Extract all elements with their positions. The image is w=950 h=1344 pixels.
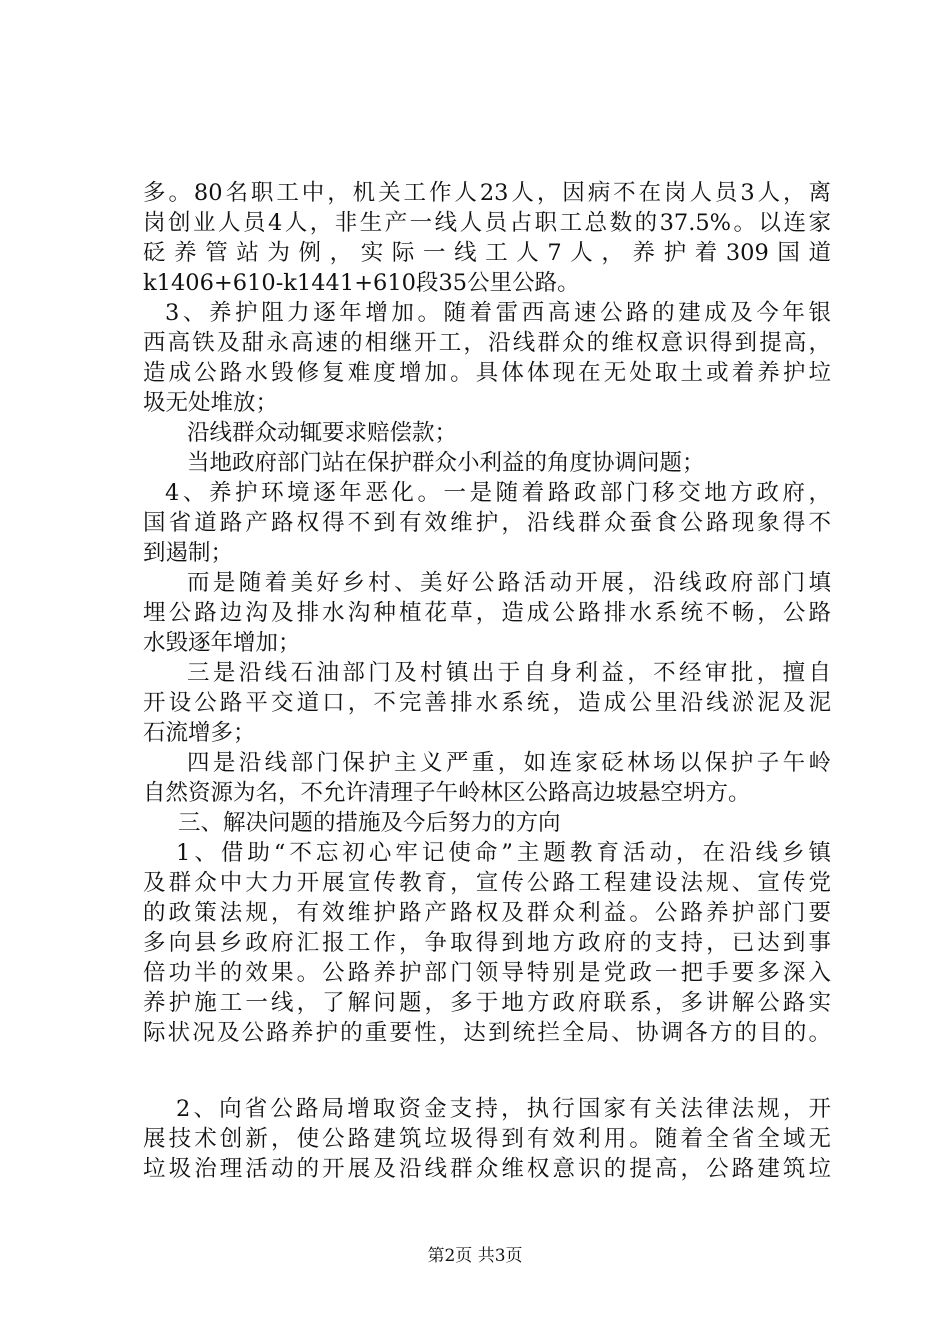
text-line: k1406+610-k1441+610段35公里公路。	[143, 270, 580, 296]
text-line: 水毁逐年增加；	[143, 630, 301, 656]
text-line: 养护施工一线，了解问题，多于地方政府联系，多讲解公路实	[143, 990, 831, 1016]
text-line: 际状况及公路养护的重要性，达到统拦全局、协调各方的目的。	[143, 1020, 831, 1046]
paragraph-start-line: 而是随着美好乡村、美好公路活动开展，沿线政府部门填	[187, 570, 831, 596]
paragraph-start-line: 沿线群众动辄要求赔偿款；	[187, 420, 458, 446]
text-line: 的政策法规，有效维护路产路权及群众利益。公路养护部门要	[143, 900, 831, 926]
text-line: 到遏制；	[143, 540, 234, 566]
page-footer: 第2页 共3页	[427, 1246, 523, 1266]
text-line: 国省道路产路权得不到有效维护，沿线群众蚕食公路现象得不	[143, 510, 831, 536]
text-line: 石流增多；	[143, 720, 256, 746]
text-line: 开设公路平交道口，不完善排水系统，造成公里沿线淤泥及泥	[143, 690, 831, 716]
text-line: 展技术创新，使公路建筑垃圾得到有效利用。随着全省全域无	[143, 1126, 831, 1152]
paragraph-start-line: 四是沿线部门保护主义严重，如连家砭林场以保护子午岭	[187, 750, 831, 776]
text-line: 垃圾治理活动的开展及沿线群众维权意识的提高，公路建筑垃	[143, 1156, 831, 1182]
paragraph-start-line: 3、养护阻力逐年增加。随着雷西高速公路的建成及今年银	[165, 300, 831, 326]
text-line: 圾无处堆放；	[143, 390, 279, 416]
section-heading: 三、解决问题的措施及今后努力的方向	[178, 810, 561, 836]
text-line: 西高铁及甜永高速的相继开工，沿线群众的维权意识得到提高，	[143, 330, 831, 356]
paragraph-start-line: 1、借助“不忘初心牢记使命”主题教育活动，在沿线乡镇	[176, 840, 831, 866]
paragraph-start-line: 4、养护环境逐年恶化。一是随着路政部门移交地方政府，	[165, 480, 831, 506]
text-line: 及群众中大力开展宣传教育，宣传公路工程建设法规、宣传党	[143, 870, 831, 896]
text-line: 自然资源为名，不允许清理子午岭林区公路高边坡悬空坍方。	[143, 780, 751, 806]
text-line: 倍功半的效果。公路养护部门领导特别是党政一把手要多深入	[143, 960, 831, 986]
text-line: 砭养管站为例，实际一线工人7人，养护着309国道	[143, 240, 831, 266]
text-line: 埋公路边沟及排水沟种植花草，造成公路排水系统不畅，公路	[143, 600, 831, 626]
text-line: 多。80名职工中，机关工作人23人，因病不在岗人员3人，离	[143, 180, 831, 206]
text-line: 岗创业人员4人，非生产一线人员占职工总数的37.5%。以连家	[143, 210, 831, 236]
text-line: 多向县乡政府汇报工作，争取得到地方政府的支持，已达到事	[143, 930, 831, 956]
text-line: 造成公路水毁修复难度增加。具体体现在无处取土或着养护垃	[143, 360, 831, 386]
paragraph-start-line: 当地政府部门站在保护群众小利益的角度协调问题；	[187, 450, 705, 476]
paragraph-start-line: 2、向省公路局增取资金支持，执行国家有关法律法规，开	[176, 1096, 831, 1122]
paragraph-start-line: 三是沿线石油部门及村镇出于自身利益，不经审批，擅自	[187, 660, 831, 686]
